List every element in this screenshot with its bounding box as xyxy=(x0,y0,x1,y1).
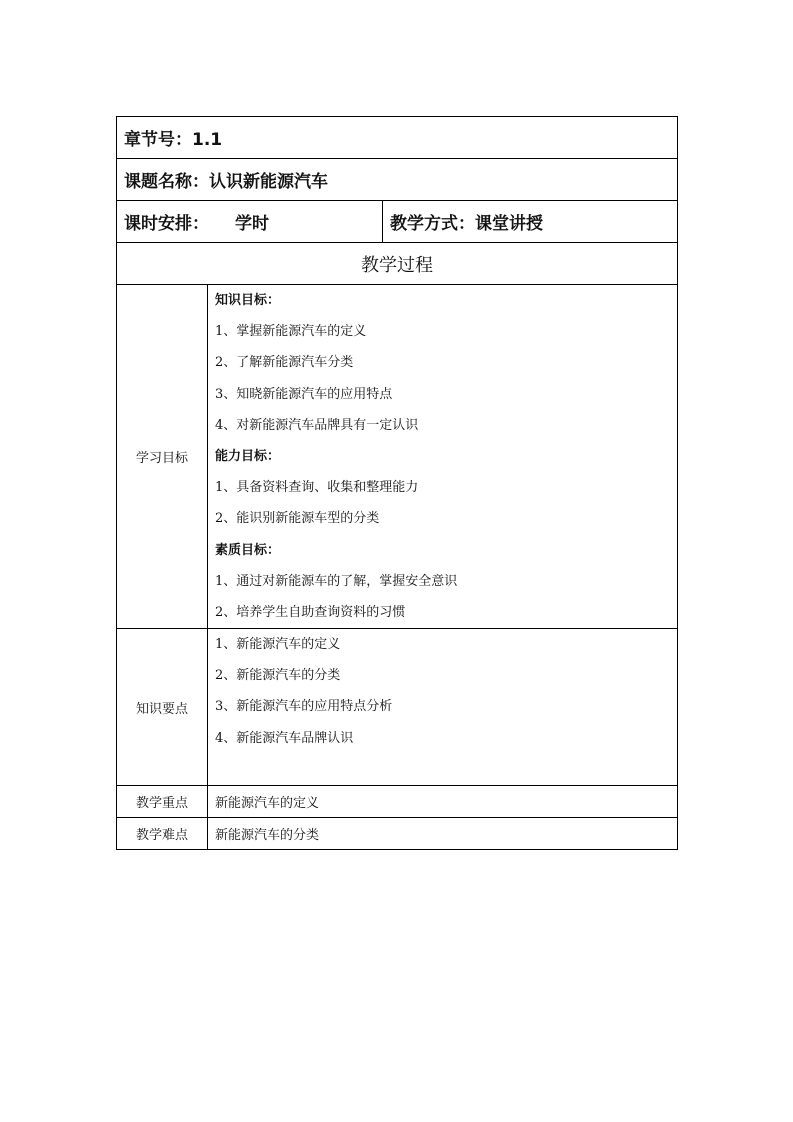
difficulty-row xyxy=(117,818,678,850)
objectives-label: 学习目标 xyxy=(117,285,208,629)
objectives-row xyxy=(117,285,678,629)
list-item: 4、新能源汽车品牌认识 xyxy=(215,730,354,746)
objectives-content xyxy=(208,285,678,629)
lesson-plan-table xyxy=(116,116,678,850)
key-points-row xyxy=(117,629,678,786)
process-title: 教学过程 xyxy=(117,243,678,285)
topic-cell: 课题名称：认识新能源汽车 xyxy=(117,159,678,201)
schedule-row xyxy=(117,201,678,243)
list-item: 3、新能源汽车的应用特点分析 xyxy=(215,699,393,715)
difficulty-label: 教学难点 xyxy=(117,818,208,850)
list-item: 2、培养学生自助查询资料的习惯 xyxy=(215,604,406,620)
list-item: 1、掌握新能源汽车的定义 xyxy=(215,324,367,340)
focus-row xyxy=(117,786,678,818)
key-points-content xyxy=(208,629,678,786)
knowledge-title: 知识目标： xyxy=(215,293,281,308)
focus-label: 教学重点 xyxy=(117,786,208,818)
list-item: 4、对新能源汽车品牌具有一定认识 xyxy=(215,417,419,433)
ability-title: 能力目标： xyxy=(215,448,281,464)
chapter-cell: 章节号：1.1 xyxy=(117,117,678,159)
hours-value: 学时 xyxy=(235,214,269,234)
lesson-plan-sheet xyxy=(116,116,677,850)
key-points-label: 知识要点 xyxy=(117,629,208,786)
list-item: 2、新能源汽车的分类 xyxy=(215,668,341,684)
method-cell: 教学方式：课堂讲授 xyxy=(383,201,678,243)
focus-value: 新能源汽车的定义 xyxy=(208,786,678,818)
hours-label: 课时安排： xyxy=(124,214,209,234)
hours-cell xyxy=(117,201,383,243)
difficulty-value: 新能源汽车的分类 xyxy=(208,818,678,850)
chapter-row xyxy=(117,117,678,159)
list-item: 2、了解新能源汽车分类 xyxy=(215,355,354,371)
process-title-row xyxy=(117,243,678,285)
list-item: 1、新能源汽车的定义 xyxy=(215,637,341,653)
topic-row xyxy=(117,159,678,201)
quality-title: 素质目标： xyxy=(215,542,281,558)
list-item: 1、通过对新能源车的了解，掌握安全意识 xyxy=(215,573,458,589)
list-item: 1、具备资料查询、收集和整理能力 xyxy=(215,480,419,496)
list-item: 3、知晓新能源汽车的应用特点 xyxy=(215,386,393,402)
list-item: 2、能识别新能源车型的分类 xyxy=(215,511,380,527)
